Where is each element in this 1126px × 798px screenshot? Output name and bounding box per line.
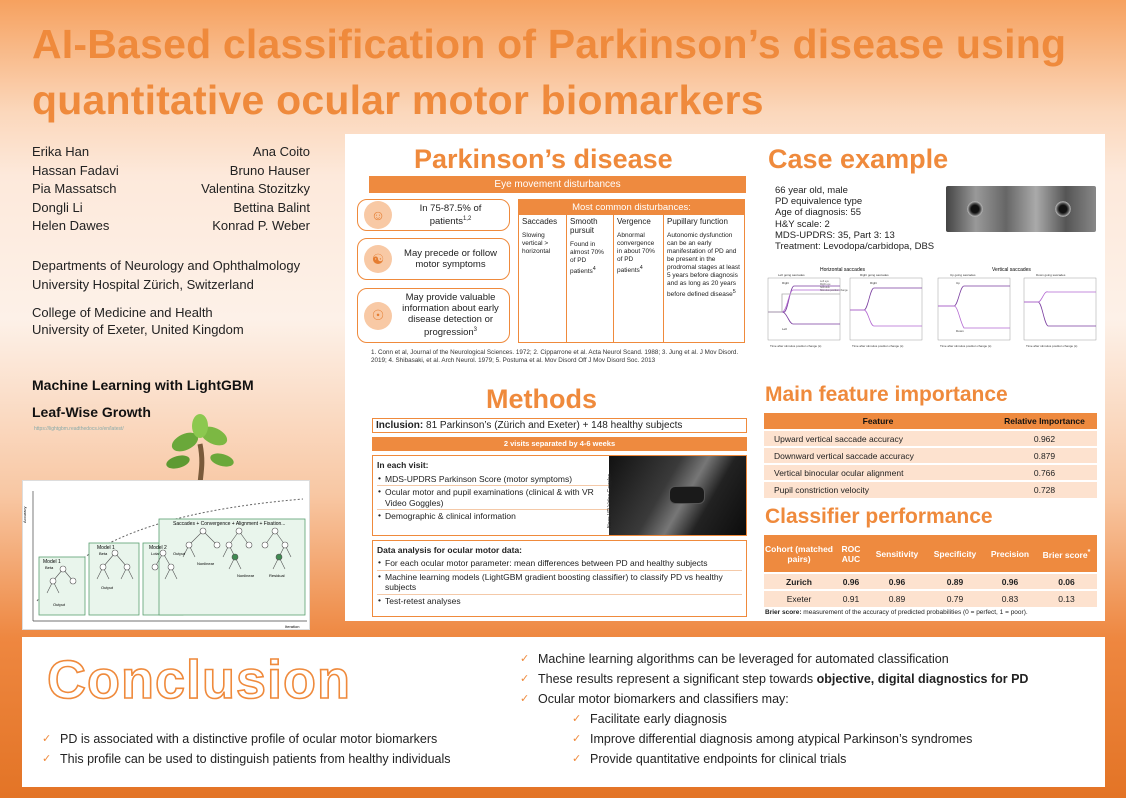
references: 1. Conn et al, Journal of the Neurological Sciences. 1972; 2. Cipparrone et al. Acta Neurol Scand. 1988; 3. Jung et al. J Mov Disord. 2019; 4. Shibasaki, et al. Arch Neurol. 1979; 5. Postuma et al. Mov Disord Off J Mov Disord Soc. 2013 <box>371 349 739 364</box>
column-header: Sensitivity <box>868 535 926 573</box>
horizontal-saccades-title: Horizontal saccades <box>820 267 866 273</box>
affiliation-line: College of Medicine and Health <box>32 305 213 320</box>
affiliation-zurich <box>32 256 300 294</box>
author: Ana Coito <box>252 144 310 159</box>
model-label: Model 1 <box>97 545 115 551</box>
table-row <box>764 464 1097 481</box>
case-line: 66 year old, male <box>775 185 848 196</box>
trace-label: Down <box>956 329 964 333</box>
visit-list <box>377 460 609 523</box>
visit-heading: In each visit: <box>377 460 429 470</box>
nonlinear-label: Nonlinear <box>237 573 255 578</box>
symptom-text: May precede or follow motor symptoms <box>404 248 497 270</box>
symptom-text-main: May provide valuable information about early disease detection or progression <box>402 292 499 339</box>
case-line: MDS-UPDRS: 35, Part 3: 13 <box>775 229 895 241</box>
case-line: H&Y scale: 2 <box>775 218 830 230</box>
legend-entry: Right eye <box>820 283 831 286</box>
table-cell: 0.96 <box>868 573 926 590</box>
table-cell: 0.728 <box>992 481 1097 498</box>
author: Konrad P. Weber <box>212 218 310 233</box>
author: Erika Han <box>32 144 90 159</box>
table-cell: 0.89 <box>926 573 984 590</box>
nonlinear-label: Nonlinear <box>197 561 215 566</box>
trace-label: Up <box>956 281 960 285</box>
pd-section-title: Parkinson’s disease <box>414 144 673 174</box>
conclusion-left-list <box>40 729 451 769</box>
common-disturbances-head: Most common disturbances: <box>519 200 744 215</box>
column-text-main: Abnormal convergence in about 70% of PD patients <box>617 232 655 275</box>
table-row <box>764 447 1097 464</box>
table-cell: Upward vertical saccade accuracy <box>764 430 992 447</box>
author: Bettina Balint <box>233 199 310 215</box>
symptom-box <box>357 288 510 343</box>
case-line: Age of diagnosis: 55 <box>775 207 862 219</box>
brier-note-label: Brier score: <box>765 609 802 616</box>
output-label: Output <box>173 551 186 556</box>
author: Hassan Fadavi <box>32 162 119 178</box>
lightgbm-diagram <box>22 480 310 630</box>
list-item: • For each ocular motor parameter: mean differences between PD and healthy subjects <box>377 557 742 570</box>
visits-bar: 2 visits separated by 4-6 weeks <box>372 437 747 451</box>
legend-entry: Left eye <box>820 280 829 283</box>
affiliation-line: University of Exeter, United Kingdom <box>32 322 244 337</box>
conclusion-right-list <box>518 649 1028 769</box>
goggles-caption: Neos VR Video Goggles <box>607 473 613 528</box>
column-text: Slowing vertical > horizontal <box>522 232 551 255</box>
footnote-marker: * <box>1087 548 1091 557</box>
brier-note <box>765 609 1028 616</box>
legend-entry: Stimulus <box>820 286 830 289</box>
ml-title-line: Leaf-Wise Growth <box>32 404 151 420</box>
list-item: • Test-retest analyses <box>377 594 742 608</box>
column-text <box>570 241 610 276</box>
model-sublabel: Lota <box>151 551 159 556</box>
citation-sup: 1,2 <box>462 215 472 222</box>
author: Helen Dawes <box>32 218 110 233</box>
eye-movement-bar: Eye movement disturbances <box>369 176 746 193</box>
table-row <box>764 481 1097 498</box>
table-cell: 0.879 <box>992 447 1097 464</box>
panel-title: Left going saccades <box>778 273 805 277</box>
table-cell: Pupil constriction velocity <box>764 481 992 498</box>
table-cell: 0.962 <box>992 430 1097 447</box>
model-label: Model 2 <box>149 545 167 551</box>
conclusion-item: ✓ Ocular motor biomarkers and classifiers may: <box>518 689 1028 709</box>
authors-left <box>32 143 119 236</box>
conclusion-item: ✓ PD is associated with a distinctive profile of ocular motor biomarkers <box>40 729 451 749</box>
poster-title: AI-Based classification of Parkinson’s disease using quantitative ocular motor biomarkers <box>32 21 1067 123</box>
common-disturbances <box>518 199 745 343</box>
table-cell: Downward vertical saccade accuracy <box>764 447 992 464</box>
list-item: • Demographic & clinical information <box>377 509 609 523</box>
inclusion-box <box>372 418 747 433</box>
table-cell: 0.96 <box>834 573 868 590</box>
author: Pia Massatsch <box>32 181 117 196</box>
case-details <box>775 185 934 252</box>
symptom-text <box>398 292 509 338</box>
disturbance-column <box>664 215 744 343</box>
disturbance-column <box>567 215 614 343</box>
people-icon: ☯ <box>364 245 392 273</box>
table-row <box>764 573 1097 590</box>
symptom-text <box>398 203 509 227</box>
affiliation-exeter <box>32 304 244 338</box>
trace-label: Left <box>782 327 788 331</box>
table-header-row <box>764 535 1097 573</box>
classifier-performance-title: Classifier performance <box>765 505 993 528</box>
disturbance-column <box>614 215 664 343</box>
trace-label: Right <box>782 281 790 285</box>
x-axis-label: Time after stimulus position change (s) <box>940 344 992 348</box>
vertical-saccades-title: Vertical saccades <box>992 267 1031 273</box>
conclusion-item-text: These results represent a significant step towards <box>538 672 817 686</box>
citation-sup: 5 <box>732 289 736 295</box>
table-cell: 0.79 <box>926 590 984 607</box>
eye-icon <box>966 200 984 218</box>
symptom-box <box>357 199 510 231</box>
y-axis-label: Accuracy <box>22 506 27 523</box>
conclusion-item: ✓ This profile can be used to distinguish patients from healthy individuals <box>40 749 451 769</box>
citation-sup: 4 <box>639 265 643 271</box>
conclusion-title: Conclusion <box>47 650 351 710</box>
column-heading: Saccades <box>522 217 558 226</box>
citation-sup: 3 <box>473 327 477 334</box>
table-header-row <box>764 413 1097 430</box>
author: Dongli Li <box>32 199 83 215</box>
table-cell: Exeter <box>764 590 834 607</box>
x-axis-label: Time after stimulus position change (s) <box>852 344 904 348</box>
list-item: • Machine learning models (LightGBM gradient boosting classifier) to classify PD vs healthy subjects <box>377 570 742 594</box>
author: Bruno Hauser <box>229 162 310 178</box>
lightgbm-link[interactable]: https://lightgbm.readthedocs.io/en/latest/ <box>34 426 124 432</box>
methods-section-title: Methods <box>486 384 597 414</box>
column-text-main: Found in almost 70% of PD patients <box>570 241 604 276</box>
lightgbm-diagram-svg <box>23 481 311 631</box>
table-row <box>764 590 1097 607</box>
trace-label: Right <box>870 281 878 285</box>
brier-note-text: measurement of the accuracy of predicted probabilities (0 = perfect, 1 = poor). <box>801 609 1028 616</box>
conclusion-subitem: ✓ Improve differential diagnosis among atypical Parkinson’s syndromes <box>570 729 1028 749</box>
classifier-performance-table <box>764 535 1097 607</box>
column-heading: Vergence <box>617 217 651 226</box>
model-label: Model 1 <box>43 559 61 565</box>
table-cell: 0.06 <box>1036 573 1097 590</box>
residual-label: Residual <box>269 573 285 578</box>
feature-importance-title: Main feature importance <box>765 383 1008 406</box>
output-label: Output <box>53 602 66 607</box>
column-header: ROC AUC <box>834 535 868 573</box>
author: Valentina Stozitzky <box>201 181 310 196</box>
conclusion-subitem: ✓ Facilitate early diagnosis <box>570 709 1028 729</box>
column-text-main: Autonomic dysfunction can be an early manifestation of PD and be present in the prodromal stages at least 5 years before diagnosis and as long as 20 years before defined disease <box>667 232 740 299</box>
column-header: Cohort (matched pairs) <box>764 535 834 573</box>
table-cell: 0.89 <box>868 590 926 607</box>
output-label: Output <box>101 585 114 590</box>
table-cell: 0.91 <box>834 590 868 607</box>
legend-entry: Stimulus position change <box>820 289 848 292</box>
person-icon: ☺ <box>364 201 392 229</box>
visit-box <box>372 455 747 536</box>
panel-title: Right going saccades <box>860 273 889 277</box>
symptom-box <box>357 238 510 280</box>
x-axis-label: Iteration <box>285 624 300 629</box>
stage-label: Saccades + Convergence + Alignment + Fixation... <box>173 521 286 527</box>
column-header <box>1036 535 1097 573</box>
column-text <box>667 232 741 299</box>
case-line: Treatment: Levodopa/carbidopa, DBS <box>775 241 935 253</box>
column-header: Feature <box>764 413 992 430</box>
analysis-box <box>372 540 747 617</box>
goggles-icon <box>669 486 705 504</box>
analysis-heading: Data analysis for ocular motor data: <box>377 545 523 555</box>
saccade-traces <box>760 266 1100 348</box>
model-sublabel: Beta <box>99 551 108 556</box>
inclusion-text: 81 Parkinson’s (Zürich and Exeter) + 148 healthy subjects <box>423 420 683 431</box>
column-heading: Pupillary function <box>667 217 728 226</box>
analysis-content <box>373 541 746 611</box>
conclusion-item: ✓ Machine learning algorithms can be leveraged for automated classification <box>518 649 1028 669</box>
disturbance-column <box>519 215 567 343</box>
table-cell: Zurich <box>764 573 834 590</box>
table-cell: Vertical binocular ocular alignment <box>764 464 992 481</box>
column-header: Specificity <box>926 535 984 573</box>
column-header: Precision <box>984 535 1036 573</box>
symptom-text-main: In 75-87.5% of patients <box>419 202 482 228</box>
citation-sup: 4 <box>592 266 596 272</box>
conclusion-item <box>518 669 1028 689</box>
list-item: • Ocular motor and pupil examinations (clinical & with VR Video Goggles) <box>377 485 609 509</box>
affiliation-line: Departments of Neurology and Ophthalmology <box>32 258 301 273</box>
feature-importance-table <box>764 413 1097 498</box>
inclusion-label: Inclusion: <box>376 420 424 431</box>
column-header: Relative Importance <box>992 413 1097 430</box>
ml-title-line: Machine Learning with LightGBM <box>32 377 254 393</box>
table-cell: 0.96 <box>984 573 1036 590</box>
column-text <box>617 232 660 275</box>
x-axis-label: Time after stimulus position change (s) <box>1026 344 1078 348</box>
conclusion-subitem: ✓ Provide quantitative endpoints for clinical trials <box>570 749 1028 769</box>
table-cell: 0.83 <box>984 590 1036 607</box>
panel-title: Up going saccades <box>950 273 976 277</box>
authors-right <box>200 143 310 236</box>
table-cell: 0.13 <box>1036 590 1097 607</box>
column-heading: Smooth pursuit <box>570 217 598 235</box>
eye-icon <box>1054 200 1072 218</box>
panel-title: Down going saccades <box>1036 273 1066 277</box>
vr-goggles-photo <box>609 456 746 535</box>
brain-icon: ☉ <box>364 302 392 330</box>
table-cell: 0.766 <box>992 464 1097 481</box>
model-sublabel: Beta <box>45 565 54 570</box>
affiliation-line: University Hospital Zürich, Switzerland <box>32 277 254 292</box>
column-header-text: Brier score <box>1042 549 1088 560</box>
x-axis-label: Time after stimulus position change (s) <box>770 344 822 348</box>
list-item: • MDS-UPDRS Parkinson Score (motor symptoms) <box>377 473 609 486</box>
table-row <box>764 430 1097 447</box>
conclusion-item-emphasis: objective, digital diagnostics for PD <box>816 672 1029 686</box>
eyes-photo <box>946 186 1096 232</box>
case-line: PD equivalence type <box>775 196 863 208</box>
case-section-title: Case example <box>768 144 949 174</box>
